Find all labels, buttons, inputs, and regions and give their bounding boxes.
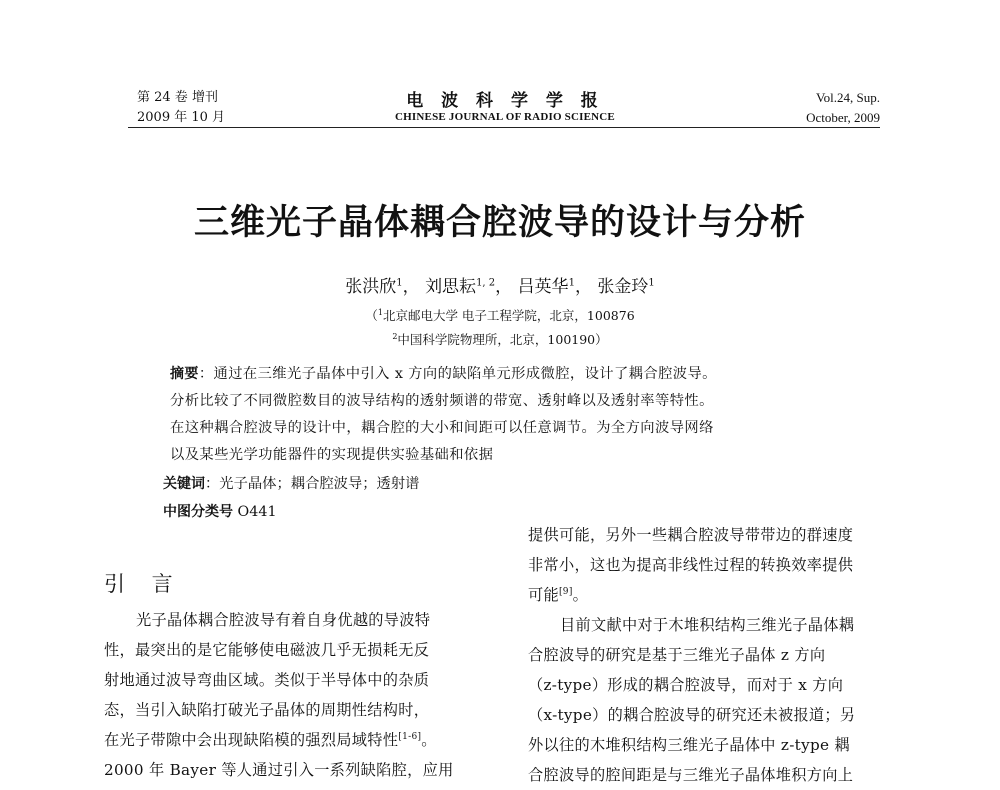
abstract-text: ：通过在三维光子晶体中引入 x 方向的缺陷单元形成微腔，设计了耦合腔波导。 [198, 366, 717, 382]
author-affil-mark: 1 [648, 277, 655, 289]
paragraph-line: 射地通过波导弯曲区域。类似于半导体中的杂质 [104, 671, 430, 689]
line-text: 可能 [528, 586, 559, 604]
classification [163, 501, 277, 521]
paragraph-line: 合腔波导的研究是基于三维光子晶体 z 方向 [528, 646, 826, 664]
paragraph-line: 态，当引入缺陷打破光子晶体的周期性结构时， [104, 701, 430, 719]
header-left [137, 88, 225, 128]
date-cn: 2009 年 10 月 [137, 110, 226, 125]
header-right [760, 88, 880, 128]
date-en: October, 2009 [806, 110, 880, 125]
author-name: 吕英华 [517, 277, 569, 297]
paper-title: 三维光子晶体耦合腔波导的设计与分析 [193, 203, 806, 243]
line-text: 。 [421, 731, 437, 749]
author-separator: ， [574, 277, 592, 297]
affil-text: 北京邮电大学 电子工程学院，北京，100876 [382, 308, 635, 323]
author-list [0, 272, 1000, 297]
abstract-label: 摘要 [170, 366, 199, 382]
journal-title-en: CHINESE JOURNAL OF RADIO SCIENCE [395, 111, 615, 123]
abstract-line-3: 在这种耦合腔波导的设计中，耦合腔的大小和间距可以任意调节。为全方向波导网络 [170, 420, 714, 436]
paragraph-line: （x-type）的耦合腔波导的研究还未被报道；另 [528, 706, 856, 724]
paragraph-line: 合腔波导的腔间距是与三维光子晶体堆积方向上 [528, 766, 854, 784]
classification-label: 中图分类号 [163, 504, 233, 520]
keywords [163, 473, 419, 493]
abstract-line-1 [170, 363, 717, 383]
affiliation-2: $^2$中国科学院物理所，北京，100190） [392, 331, 608, 347]
volume-en: Vol.24, Sup. [815, 90, 880, 105]
paragraph-line: 性，最突出的是它能够使电磁波几乎无损耗无反 [104, 641, 430, 659]
author-affil-mark: 1 [396, 277, 403, 289]
affiliation-1: （$^1$北京邮电大学 电子工程学院，北京，100876 [365, 307, 635, 323]
journal-title-cn: 电 波 科 学 学 报 [406, 91, 604, 111]
paragraph-line: 非常小，这也为提高非线性过程的转换效率提供 [528, 556, 854, 574]
paragraph-line: （z-type）形成的耦合腔波导，而对于 x 方向 [528, 676, 844, 694]
citation: [1-6] [398, 731, 422, 742]
keywords-label: 关键词 [163, 476, 205, 492]
volume-cn: 第 24 卷 增刊 [137, 90, 218, 105]
classification-value: O441 [237, 504, 277, 520]
keywords-value: ：光子晶体；耦合腔波导；透射谱 [205, 476, 420, 492]
header-center [380, 86, 630, 123]
paragraph-line [528, 580, 908, 610]
paragraph-line: 外以往的木堆积结构三维光子晶体中 z-type 耦 [528, 736, 850, 754]
author-affil-mark: 1, 2 [476, 277, 496, 289]
paragraph-line: 目前文献中对于木堆积结构三维光子晶体耦 [560, 616, 855, 634]
affil-mark: 2 [392, 331, 398, 341]
header-rule [128, 127, 880, 128]
abstract-line-4: 以及某些光学功能器件的实现提供实验基础和依据 [170, 447, 494, 463]
author-affil-mark: 1 [568, 277, 575, 289]
paragraph-line: 2000 年 Bayer 等人通过引入一系列缺陷腔，应用 [104, 761, 454, 779]
affil-text: 中国科学院物理所，北京，100190 [397, 332, 596, 347]
citation: [9] [558, 586, 573, 597]
paragraph-line: 光子晶体耦合腔波导有着自身优越的导波特 [136, 611, 431, 629]
author-separator: ， [402, 277, 420, 297]
author-name: 张金玲 [597, 277, 649, 297]
line-text: 。 [572, 586, 589, 604]
paragraph-line [104, 725, 484, 755]
affil-mark: 1 [377, 307, 383, 317]
left-column [104, 605, 484, 785]
paragraph-line: 提供可能，另外一些耦合腔波导带带边的群速度 [528, 526, 854, 544]
author-name: 张洪欣 [345, 277, 397, 297]
right-column [528, 520, 908, 790]
author-name: 刘思耘 [425, 277, 477, 297]
author-separator: ， [495, 277, 513, 297]
abstract-line-2: 分析比较了不同微腔数目的波导结构的透射频谱的带宽、透射峰以及透射率等特性。 [170, 393, 714, 409]
line-text: 在光子带隙中会出现缺陷模的强烈局域特性 [104, 731, 399, 749]
section-heading-intro: 引 言 [104, 572, 183, 596]
